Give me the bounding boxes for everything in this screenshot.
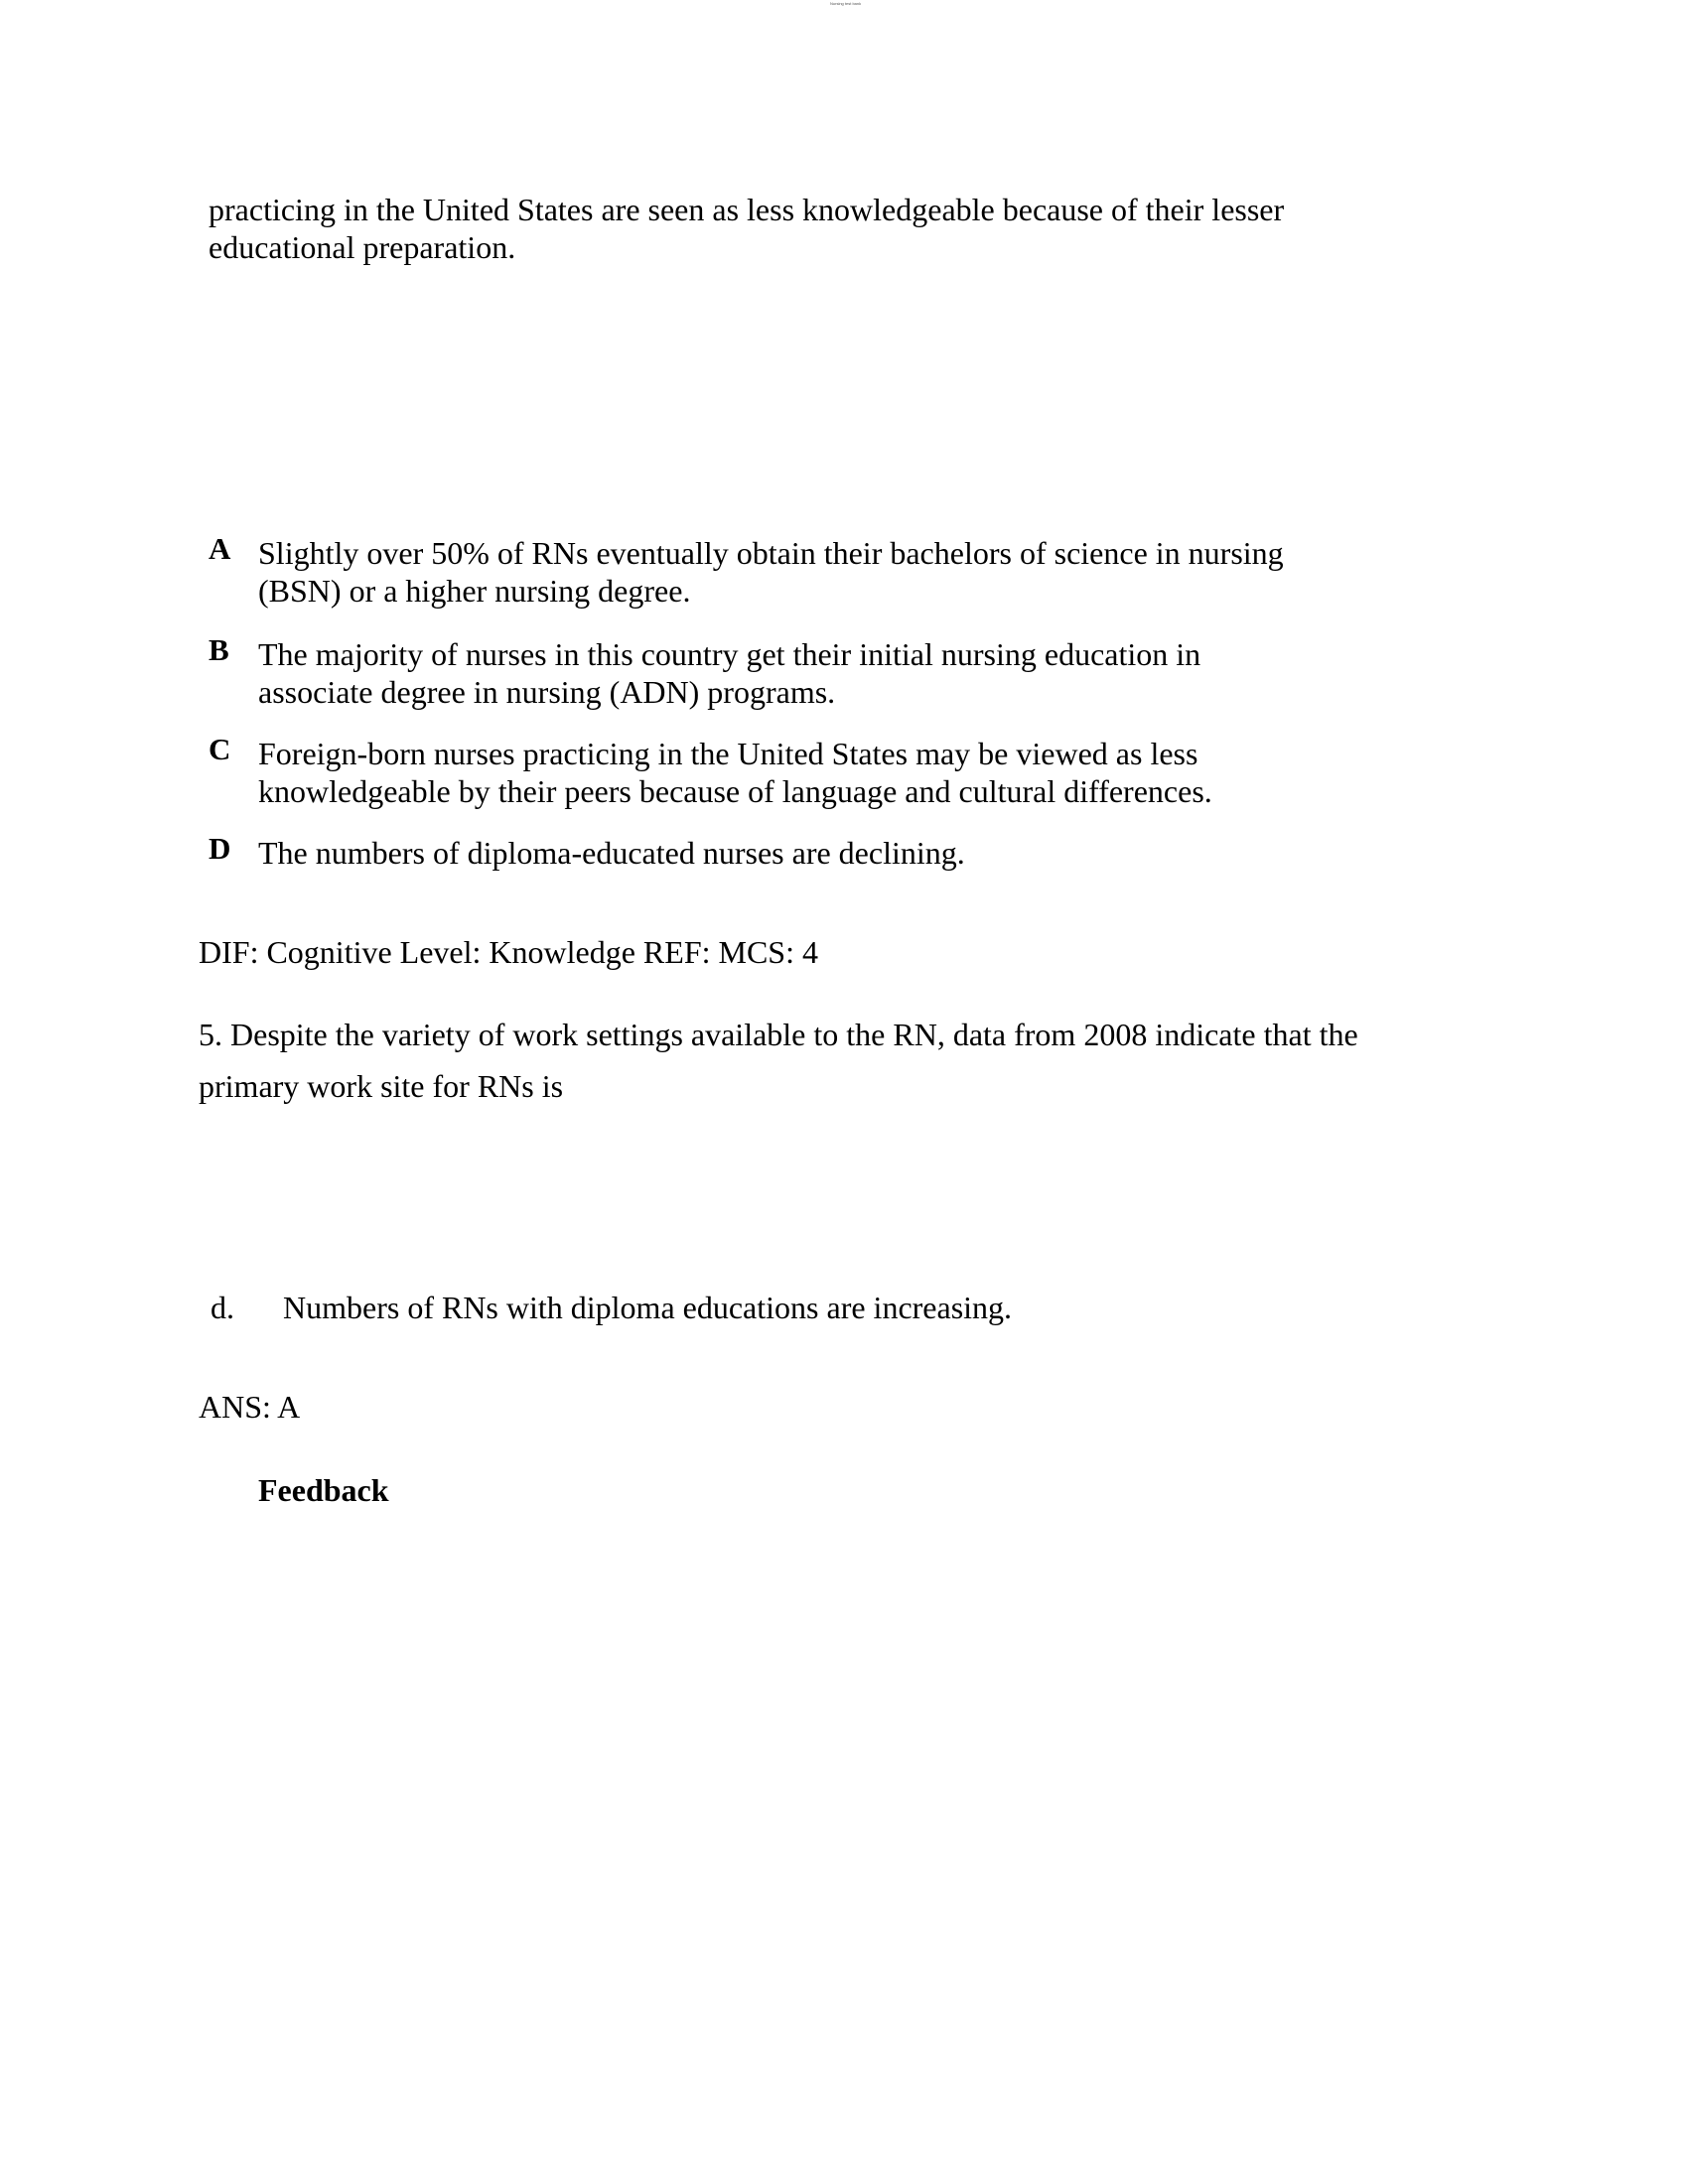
option-line: Foreign-born nurses practicing in the United States may be viewed as less [258, 736, 1198, 771]
intro-paragraph [209, 191, 1460, 266]
option-line: associate degree in nursing (ADN) programs. [258, 674, 836, 710]
option-line: Slightly over 50% of RNs eventually obtain their bachelors of science in nursing [258, 535, 1284, 571]
question-line: 5. Despite the variety of work settings available to the RN, data from 2008 indicate that the [199, 1017, 1358, 1052]
difficulty-reference: DIF: Cognitive Level: Knowledge REF: MCS: 4 [199, 934, 818, 970]
option-letter: A [209, 531, 231, 566]
feedback-heading: Feedback [258, 1472, 389, 1508]
option-letter: C [209, 732, 231, 766]
option-text [258, 834, 1400, 872]
option-line: The numbers of diploma-educated nurses are declining. [258, 835, 965, 871]
intro-line: educational preparation. [209, 229, 516, 265]
choice-text: Numbers of RNs with diploma educations are increasing. [283, 1290, 1013, 1325]
option-line: The majority of nurses in this country get their initial nursing education in [258, 636, 1201, 672]
option-line: knowledgeable by their peers because of language and cultural differences. [258, 773, 1212, 809]
answer-key: ANS: A [199, 1389, 301, 1425]
option-text [258, 735, 1400, 810]
question-line: primary work site for RNs is [199, 1068, 564, 1104]
option-letter: B [209, 632, 229, 667]
choice-label: d. [211, 1290, 234, 1325]
intro-line: practicing in the United States are seen as less knowledgeable because of their lesser [209, 192, 1285, 227]
option-text [258, 534, 1400, 610]
option-text [258, 635, 1400, 711]
option-letter: D [209, 831, 231, 866]
option-line: (BSN) or a higher nursing degree. [258, 573, 691, 609]
header-watermark: Nursing test bank [830, 1, 862, 6]
question-5 [199, 1009, 1489, 1112]
